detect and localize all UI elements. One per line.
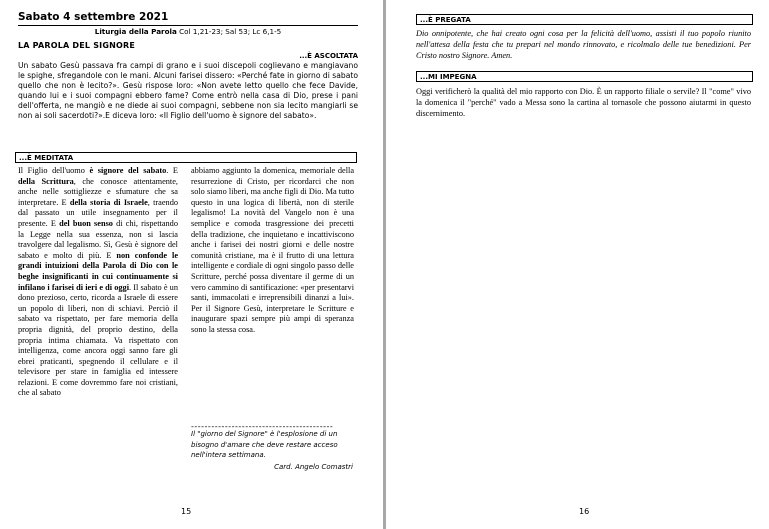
prayer-text: Dio onnipotente, che hai creato ogni cosa per la felicità dell'uomo, assisti il tuo popolo riunito nell'attesa della festa che tu prepari nel mondo rinnovato, e ricolmalo delle tue benedizioni. Per Cristo nostro Signore. Amen. xyxy=(416,29,751,60)
page-number: 15 xyxy=(181,507,192,516)
meditation-bold: non confonde le grandi intuizioni della Parola di Dio con le beghe insignificanti in cui continuamente si infilano i farisei di ieri e di oggi xyxy=(18,250,179,292)
right-page xyxy=(386,0,769,529)
meditation-bold: è signore del sabato xyxy=(89,166,167,175)
quote-text: Il "giorno del Signore" è l'esplosione di un bisogno d'amare che deve restare acceso nell'intera settimana. xyxy=(191,430,338,459)
impegno-text: Oggi verificherò la qualità del mio rapporto con Dio. È un rapporto filiale o servile? Il "come" vivo la domenica il "perché" vado a Messa sono la cartina al tornasole che possono aiutarmi in questo discernimento. xyxy=(416,87,751,118)
meditation-column-2: abbiamo aggiunto la domenica, memoriale della resurrezione di Cristo, per ricordarci che non solo siamo liberi, ma anche figli di Dio. Ma tutto questo in una logica di libertà, non di sterile legalismo! La novità del Vangelo non è una semplice e comoda trasgressione dei precetti della tradizione, che inquietano e incattiviscono anche i farisei dei nostri giorni e delle nostre comunità cristiane, ma è il frutto di una lettura intelligente e cordiale di ogni singolo passo delle Scritture, perché possa diventare il germe di un vero cammino di santificazione: «per presentarvi santi, immacolati e irreprensibili dinanzi a lui». Per il Signore Gesù, interpretare le Scritture e inaugurare spazi sempre più ampi di speranza sono la stessa cosa. xyxy=(191,166,354,334)
meditation-text: , traendo dal passato un utile insegnamento per il presente. E xyxy=(18,197,178,228)
impegna-header: ...MI IMPEGNA xyxy=(416,71,753,82)
meditation-bold: del buon senso xyxy=(59,218,113,228)
ascoltata-label: ...È ASCOLTATA xyxy=(299,52,358,60)
quote-author: Card. Angelo Comastri xyxy=(274,463,353,471)
liturgy-label: Liturgia della Parola xyxy=(94,27,177,36)
meditation-text: di chi, rispettando la Legge nella sua essenza, non si lascia travolgere dal legalismo. Sì, Gesù è signore del sabato e molto di più. E xyxy=(18,218,178,260)
liturgy-refs: Col 1,21-23; Sal 53; Lc 6,1-5 xyxy=(179,27,282,36)
pregata-header: ...È PREGATA xyxy=(416,14,753,25)
meditation-column-1 xyxy=(18,166,178,399)
page-number: 16 xyxy=(579,507,590,516)
section-title: LA PAROLA DEL SIGNORE xyxy=(18,41,136,50)
meditation-bold: della Scrittura xyxy=(18,176,74,186)
meditation-text: . E xyxy=(166,166,178,175)
meditation-text: . Il sabato è un dono prezioso, certo, ricorda a Israele di essere un popolo di liberi, non di schiavi. Perciò il sabato va rispettato, per fare memoria della propria dignità, del proprio destino, della propria intima chiamata. Va rispettato con intelligenza, come ancora oggi sanno fare gli ebrei praticanti, spegnendo il cellulare e il televisore per stare in famiglia ed intessere relazioni. E come dovremmo fare noi cristiani, che al sabato xyxy=(18,282,178,398)
liturgy-line xyxy=(18,27,358,36)
meditation-text: , che conosce attentamente, anche nelle sottigliezze e sfumature che sa interpretare. E xyxy=(18,176,178,207)
meditata-header: ...È MEDITATA xyxy=(15,152,357,163)
date-heading: Sabato 4 settembre 2021 xyxy=(18,11,169,23)
gospel-text: Un sabato Gesù passava fra campi di grano e i suoi discepoli coglievano e mangiavano le spighe, sfregandole con le mani. Alcuni farisei dissero: «Perché fate in giorno di sabato quello che non è lecito?». Gesù rispose loro: «Non avete letto quello che fece Davide, quando lui e i suoi compagni ebbero fame? Come entrò nella casa di Dio, prese i pani dell'offerta, ne mangiò e ne diede ai suoi compagni, sebbene non sia lecito mangiarli se non ai soli sacerdoti?».E diceva loro: «Il Figlio dell'uomo è signore del sabato». xyxy=(18,61,358,121)
left-page xyxy=(0,0,383,529)
dash-separator: ------------------------------------------ xyxy=(191,422,334,431)
divider xyxy=(18,25,358,26)
meditation-text: Il Figlio dell'uomo xyxy=(18,166,90,175)
meditation-bold: della storia di Israele xyxy=(69,197,148,207)
